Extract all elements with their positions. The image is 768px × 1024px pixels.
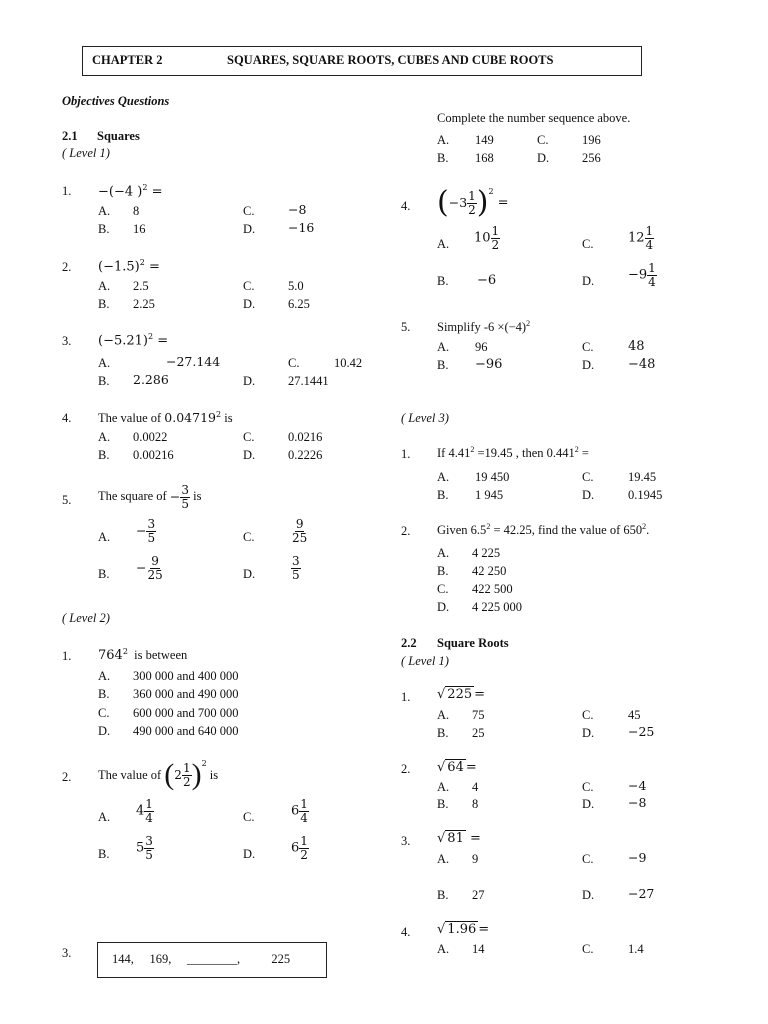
question-number: 2. [62, 770, 72, 784]
option-label: D. [582, 274, 595, 288]
question-text: The square of − $\frac{3}{5}$ is [98, 483, 202, 511]
option-value: 422 500 [472, 582, 513, 596]
option-label: A. [437, 133, 450, 147]
option-label: A. [437, 470, 450, 484]
root-expression: √ 225 = [437, 687, 486, 702]
question-expression: (−3 $\frac{1}{2}$ )$^2$ = [437, 185, 509, 220]
option-label: D. [582, 797, 595, 811]
chapter-title: SQUARES, SQUARE ROOTS, CUBES AND CUBE ROOTS [227, 53, 554, 67]
root-expression: √ 1.96 = [437, 922, 490, 937]
question-number: 2. [401, 524, 411, 538]
question-number: 3. [401, 834, 411, 848]
option-label: A. [437, 780, 450, 794]
section-number: 2.1 [62, 129, 78, 143]
option-label: A. [98, 279, 111, 293]
option-label: B. [98, 222, 110, 236]
option-label: B. [437, 888, 449, 902]
option-label: B. [98, 687, 110, 701]
question-text: Complete the number sequence above. [437, 111, 631, 125]
option-label: B. [98, 448, 110, 462]
option-value: 4 225 [472, 546, 501, 560]
option-label: C. [582, 852, 594, 866]
option-label: C. [243, 204, 255, 218]
option-value: $\frac{9}{25}$ [292, 517, 308, 545]
root-expression: √ 81 = [437, 831, 481, 846]
level-label: ( Level 1) [62, 146, 110, 160]
objectives-heading: Objectives Questions [62, 94, 170, 108]
question-number: 4. [62, 411, 72, 425]
option-label: C. [98, 706, 110, 720]
option-label: D. [582, 726, 595, 740]
option-value: −27 [628, 886, 655, 901]
option-value: 5.0 [288, 279, 304, 293]
question-number: 2. [62, 260, 72, 274]
sqrt-icon: √ [437, 922, 446, 937]
option-value: 0.00216 [133, 448, 174, 462]
option-value: − $\frac{9}{25}$ [136, 554, 163, 582]
option-label: C. [243, 279, 255, 293]
root-expression: √ 64 = [437, 760, 477, 775]
option-label: C. [243, 530, 255, 544]
question-number: 4. [401, 199, 411, 213]
option-label: C. [582, 340, 594, 354]
option-label: B. [98, 847, 110, 861]
option-label: D. [437, 600, 450, 614]
level-label: ( Level 3) [401, 411, 449, 425]
option-value: 0.0216 [288, 430, 323, 444]
level-label: ( Level 2) [62, 611, 110, 625]
option-label: C. [437, 582, 449, 596]
section-title: Square Roots [437, 636, 509, 650]
question-expression: $(-5.21)^2$ = [98, 332, 169, 349]
option-value: 256 [582, 151, 601, 165]
question-number: 1. [62, 649, 72, 663]
option-label: A. [437, 708, 450, 722]
question-text: Given $6.5^2 = 42.25$, find the value of $650^2$. [437, 522, 650, 538]
option-label: C. [582, 780, 594, 794]
option-value: 0.2226 [288, 448, 323, 462]
option-value: 96 [475, 340, 488, 354]
option-label: C. [537, 133, 549, 147]
option-value: 5 $\frac{3}{5}$ [136, 834, 153, 862]
option-value: 149 [475, 133, 494, 147]
option-value: −8 [628, 795, 647, 810]
option-value: 2.286 [133, 372, 169, 387]
option-label: B. [437, 488, 449, 502]
option-value: −6 [477, 273, 497, 288]
option-label: B. [437, 151, 449, 165]
option-value: 4 [472, 780, 479, 794]
option-label: A. [437, 852, 450, 866]
option-label: B. [98, 374, 110, 388]
option-value: 2.5 [133, 279, 149, 293]
option-value: 4 $\frac{1}{4}$ [136, 797, 153, 825]
question-text: $764^2$ is between [98, 647, 188, 664]
option-label: D. [582, 488, 595, 502]
option-label: A. [98, 810, 111, 824]
option-value: 8 [133, 204, 140, 218]
option-label: D. [98, 724, 111, 738]
option-value: 27 [472, 888, 485, 902]
option-label: D. [537, 151, 550, 165]
option-value: −48 [628, 357, 656, 372]
option-value: 6 $\frac{1}{4}$ [291, 797, 308, 825]
option-label: D. [243, 297, 256, 311]
option-value: 0.0022 [133, 430, 168, 444]
option-label: A. [98, 356, 111, 370]
sequence-text: 144, 169, ________, 225 [112, 952, 291, 966]
option-value: −16 [288, 220, 315, 235]
option-value: −25 [628, 724, 655, 739]
option-value: 10.42 [334, 356, 363, 370]
option-value: 45 [628, 708, 641, 722]
question-number: 3. [62, 334, 72, 348]
level-label: ( Level 1) [401, 654, 449, 668]
option-label: C. [582, 708, 594, 722]
option-value: 490 000 and 640 000 [133, 724, 239, 738]
option-label: C. [243, 810, 255, 824]
option-value: 10 $\frac{1}{2}$ [474, 224, 500, 252]
option-label: D. [243, 567, 256, 581]
option-label: B. [437, 797, 449, 811]
option-value: 196 [582, 133, 601, 147]
option-value: 168 [475, 151, 494, 165]
question-number: 5. [62, 493, 72, 507]
option-value: 14 [472, 942, 485, 956]
option-value: 6.25 [288, 297, 310, 311]
option-value: −9 $\frac{1}{4}$ [628, 261, 656, 289]
option-value: 19.45 [628, 470, 657, 484]
question-number: 5. [401, 320, 411, 334]
question-text: The value of (2 $\frac{1}{2}$ )$^2$ is [98, 758, 219, 791]
option-value: 27.1441 [288, 374, 329, 388]
option-value: 25 [472, 726, 485, 740]
option-label: B. [437, 358, 449, 372]
option-value: 360 000 and 490 000 [133, 687, 239, 701]
option-value: 75 [472, 708, 485, 722]
question-expression: $(-1.5)^2$ = [98, 258, 160, 275]
option-value: 19 450 [475, 470, 510, 484]
option-label: A. [437, 340, 450, 354]
question-text: Simplify $-6 \times(-4)^2$ [437, 319, 531, 335]
option-label: D. [582, 888, 595, 902]
option-label: A. [437, 546, 450, 560]
option-label: D. [582, 358, 595, 372]
sqrt-icon: √ [437, 760, 446, 775]
option-value: −9 [628, 850, 647, 865]
option-label: A. [437, 237, 450, 251]
option-value: 12 $\frac{1}{4}$ [628, 224, 654, 252]
option-value: − $\frac{3}{5}$ [136, 517, 156, 545]
option-label: A. [437, 942, 450, 956]
option-value: −27.144 [166, 354, 221, 369]
option-label: C. [288, 356, 300, 370]
question-expression: −(−4 )$^2$ = [98, 183, 163, 200]
question-number: 2. [401, 762, 411, 776]
option-label: C. [243, 430, 255, 444]
option-value: −8 [288, 202, 307, 217]
question-number: 1. [401, 447, 411, 461]
option-value: 2.25 [133, 297, 155, 311]
option-label: B. [98, 567, 110, 581]
option-value: 300 000 and 400 000 [133, 669, 239, 683]
option-label: B. [437, 274, 449, 288]
option-label: B. [98, 297, 110, 311]
option-label: D. [243, 222, 256, 236]
option-value: 42 250 [472, 564, 507, 578]
option-value: 1 945 [475, 488, 504, 502]
option-value: 0.1945 [628, 488, 663, 502]
option-value: 9 [472, 852, 479, 866]
option-label: C. [582, 237, 594, 251]
question-number: 3. [62, 946, 72, 960]
option-label: A. [98, 204, 111, 218]
question-text: If $4.41^2 =19.45$ , then $0.441^2$ = [437, 445, 589, 461]
question-text: The value of 0.04719$^2$ is [98, 410, 233, 426]
option-value: 8 [472, 797, 479, 811]
option-label: D. [243, 448, 256, 462]
option-label: C. [582, 942, 594, 956]
option-value: $\frac{3}{5}$ [292, 554, 300, 582]
option-value: 16 [133, 222, 146, 236]
option-label: D. [243, 374, 256, 388]
option-label: A. [98, 530, 111, 544]
question-number: 1. [401, 690, 411, 704]
option-value: 6 $\frac{1}{2}$ [291, 834, 308, 862]
option-label: B. [437, 726, 449, 740]
option-label: A. [98, 669, 111, 683]
option-value: 4 225 000 [472, 600, 522, 614]
option-value: −4 [628, 778, 647, 793]
section-title: Squares [97, 129, 140, 143]
option-value: 48 [628, 339, 645, 354]
chapter-label: CHAPTER 2 [92, 53, 163, 67]
option-value: 600 000 and 700 000 [133, 706, 239, 720]
option-label: C. [582, 470, 594, 484]
option-value: −96 [475, 357, 503, 372]
question-number: 4. [401, 925, 411, 939]
option-label: A. [98, 430, 111, 444]
option-label: B. [437, 564, 449, 578]
option-label: D. [243, 847, 256, 861]
option-value: 1.4 [628, 942, 644, 956]
question-number: 1. [62, 184, 72, 198]
sqrt-icon: √ [437, 687, 446, 702]
sqrt-icon: √ [437, 831, 446, 846]
section-number: 2.2 [401, 636, 417, 650]
